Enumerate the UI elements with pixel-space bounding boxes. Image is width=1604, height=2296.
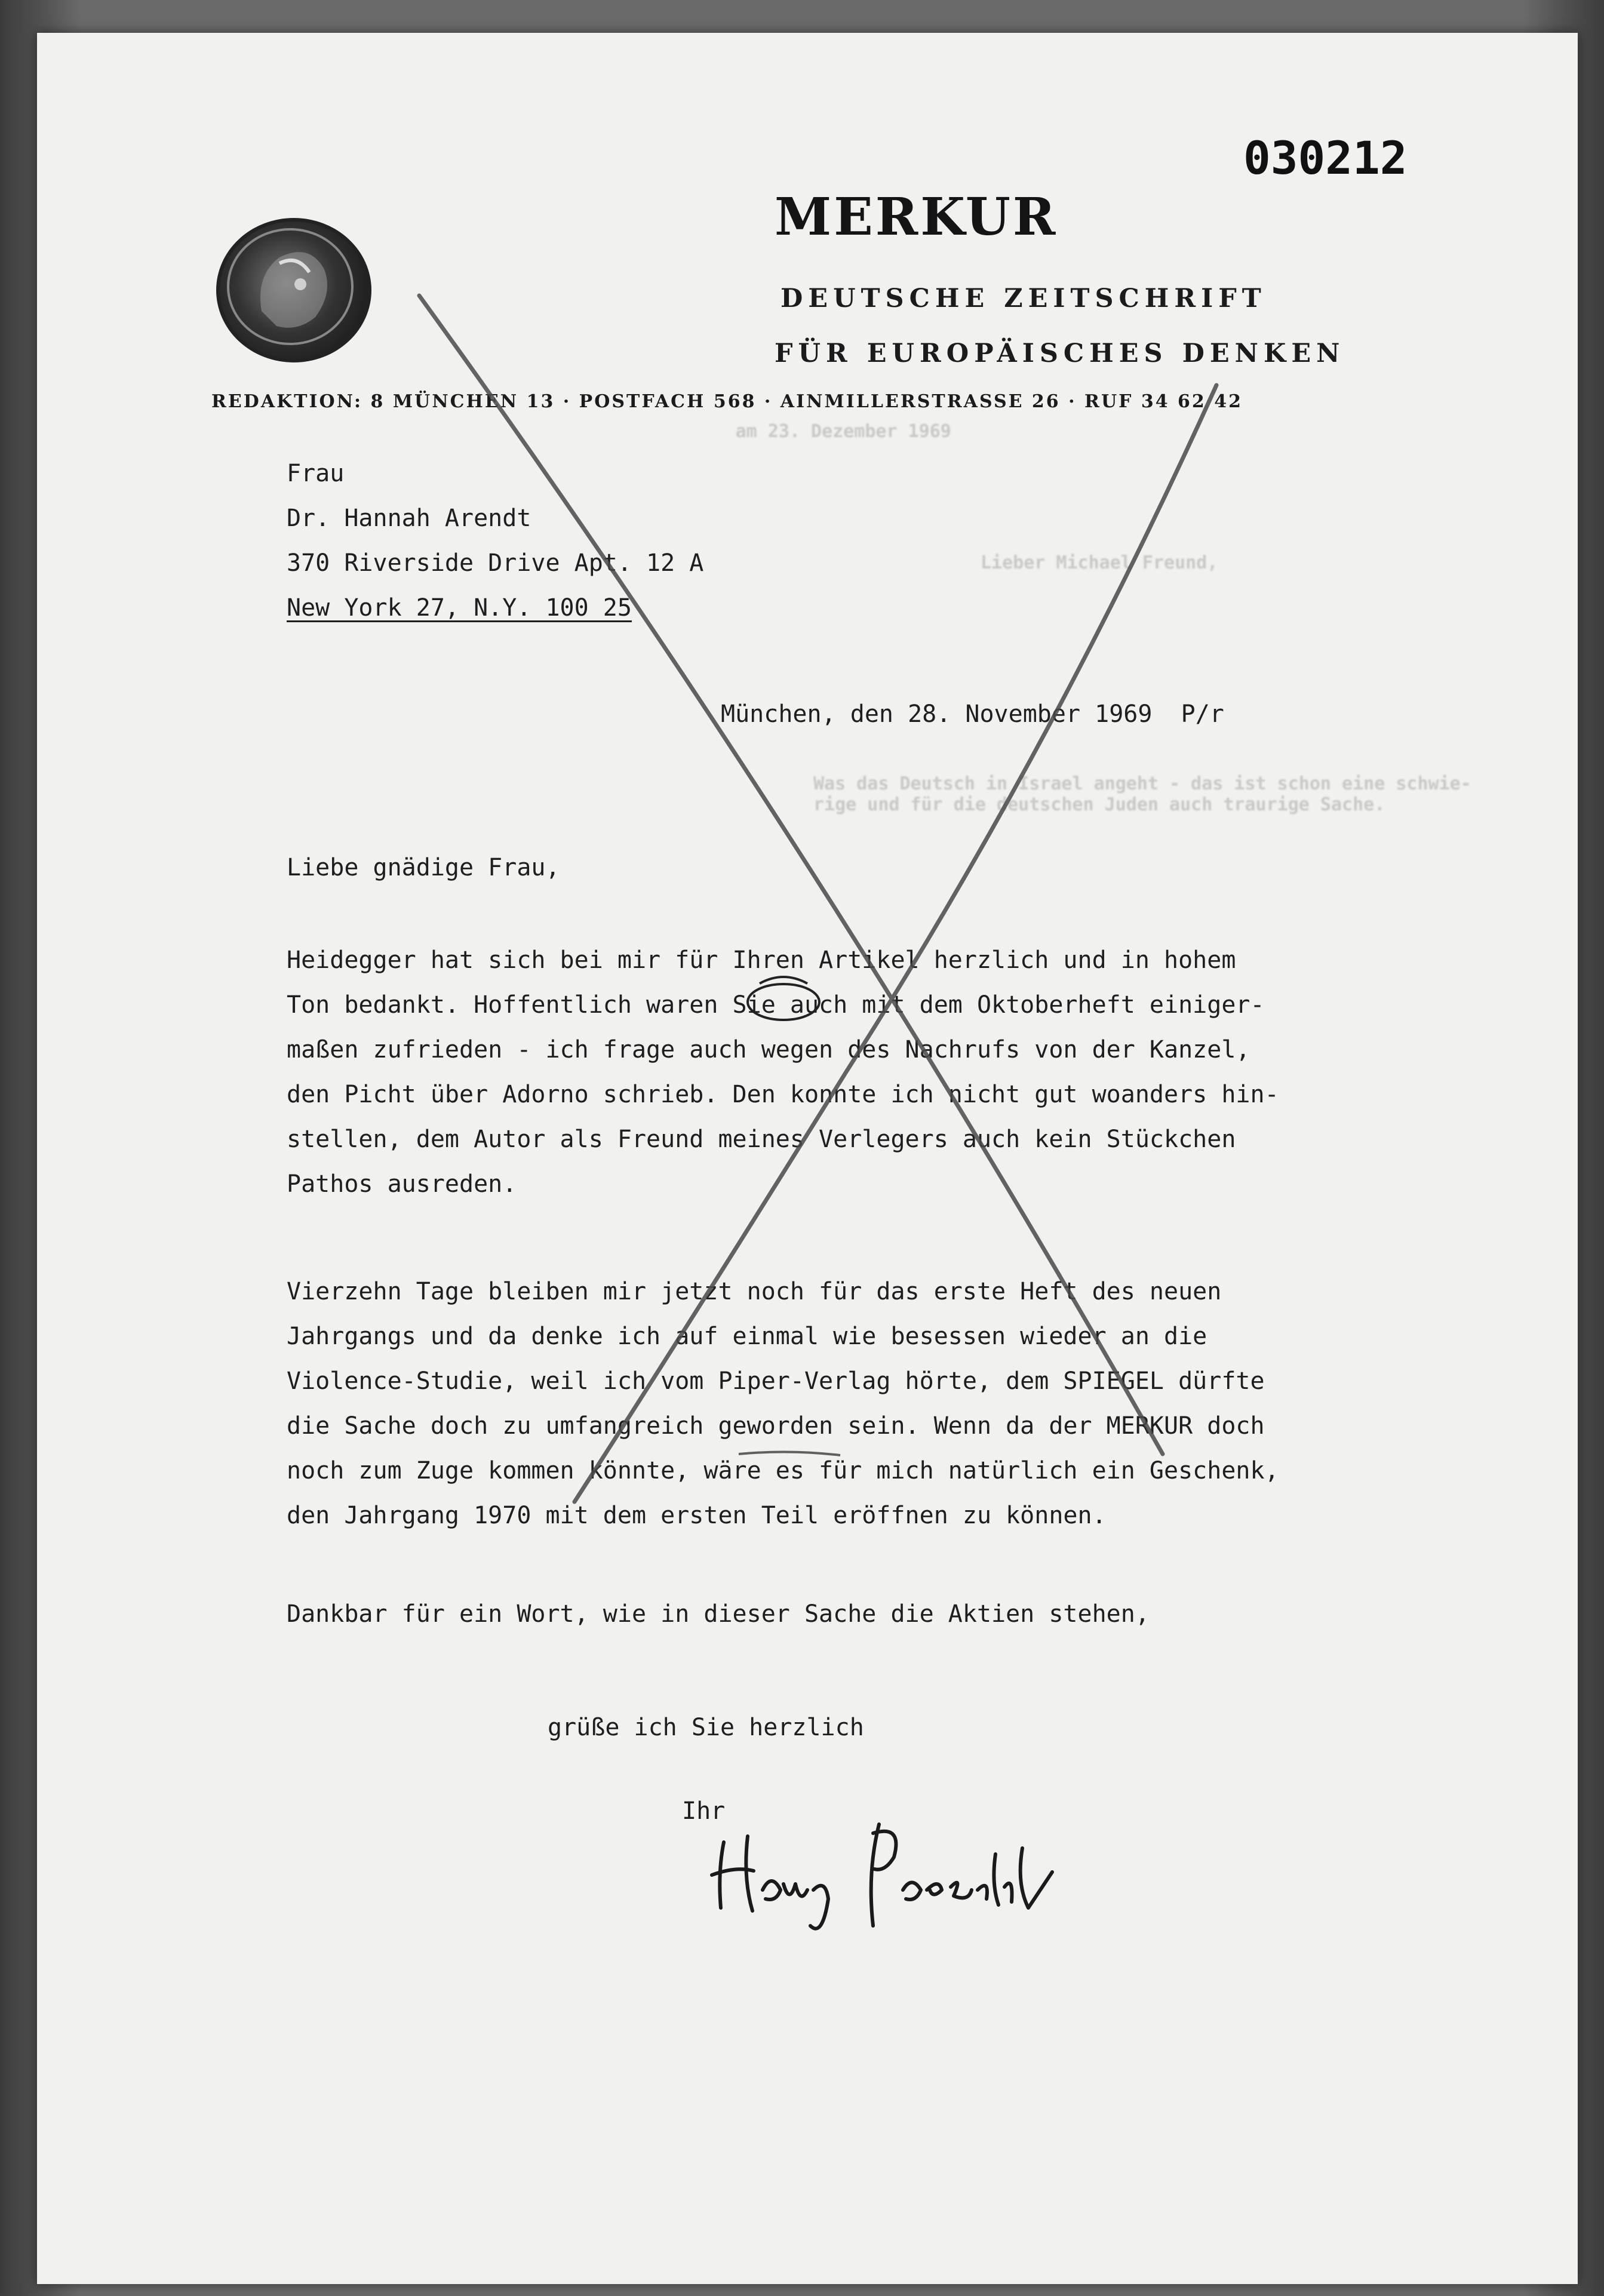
paragraph-2-line: Violence-Studie, weil ich vom Piper-Verlag hörte, dem SPIEGEL dürfte	[287, 1367, 1265, 1395]
journal-subtitle-1: DEUTSCHE ZEITSCHRIFT	[781, 284, 1267, 313]
paragraph-2-line: Jahrgangs und da denke ich auf einmal wie besessen wieder an die	[287, 1323, 1207, 1350]
closing-ihr: Ihr	[682, 1797, 726, 1825]
journal-subtitle-2: FÜR EUROPÄISCHES DENKEN	[775, 339, 1345, 368]
paragraph-1-line: Ton bedankt. Hoffentlich waren Sie auch mit dem Oktoberheft einiger-	[287, 991, 1265, 1019]
letter-page	[37, 33, 1578, 2284]
greeting: Liebe gnädige Frau,	[287, 854, 560, 881]
show-through-text: Was das Deutsch in Israel angeht - das ist schon eine schwie- rige und für die deutschen Juden auch traurige Sache.	[813, 773, 1471, 815]
date-line: München, den 28. November 1969 P/r	[721, 700, 1224, 728]
show-through-text: am 23. Dezember 1969	[455, 421, 951, 442]
recipient-city: New York 27, N.Y. 100 25	[287, 594, 632, 622]
recipient-title: Frau	[287, 460, 345, 487]
show-through-text: Lieber Michael Freund,	[981, 552, 1218, 573]
paragraph-1-line: Heidegger hat sich bei mir für Ihren Artikel herzlich und in hohem	[287, 946, 1236, 974]
paragraph-1-line: den Picht über Adorno schrieb. Den konnte ich nicht gut woanders hin-	[287, 1081, 1279, 1108]
paragraph-1-line: maßen zufrieden - ich frage auch wegen des Nachrufs von der Kanzel,	[287, 1036, 1250, 1064]
closing-line: grüße ich Sie herzlich	[548, 1714, 864, 1741]
paragraph-2-line: Vierzehn Tage bleiben mir jetzt noch für das erste Heft des neuen	[287, 1278, 1222, 1305]
recipient-street: 370 Riverside Drive Apt. 12 A	[287, 549, 704, 577]
paragraph-2-line: noch zum Zuge kommen könnte, wäre es für mich natürlich ein Geschenk,	[287, 1457, 1279, 1484]
recipient-name: Dr. Hannah Arendt	[287, 505, 531, 532]
paragraph-2-line: die Sache doch zu umfangreich geworden sein. Wenn da der MERKUR doch	[287, 1412, 1265, 1440]
paragraph-3: Dankbar für ein Wort, wie in dieser Sache die Aktien stehen,	[287, 1600, 1150, 1628]
journal-title: MERKUR	[775, 187, 1058, 247]
paragraph-2-line: den Jahrgang 1970 mit dem ersten Teil eröffnen zu können.	[287, 1502, 1107, 1529]
document-number: 030212	[1243, 131, 1408, 185]
paragraph-1-line: stellen, dem Autor als Freund meines Verlegers auch kein Stückchen	[287, 1126, 1236, 1153]
paragraph-1-line: Pathos ausreden.	[287, 1170, 517, 1198]
editorial-address: REDAKTION: 8 MÜNCHEN 13 · POSTFACH 568 · AINMILLERSTRASSE 26 · RUF 34 62 42	[211, 391, 1243, 412]
strike-through-cross	[37, 33, 1578, 2284]
